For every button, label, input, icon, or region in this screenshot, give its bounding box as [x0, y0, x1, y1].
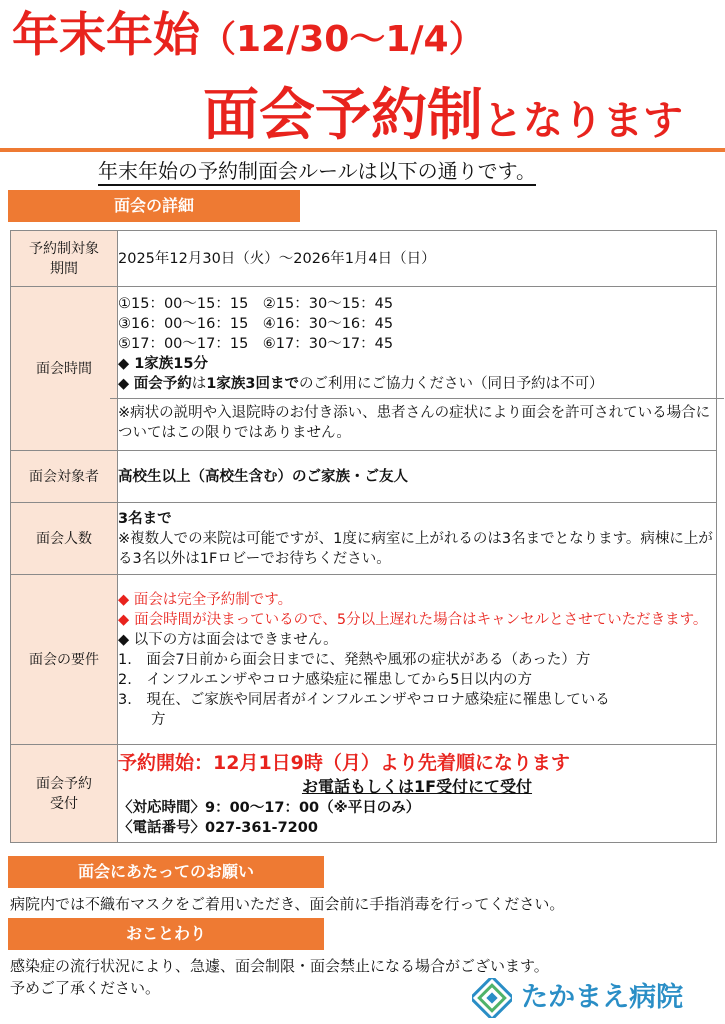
title-date-range: （12/30～1/4） — [200, 19, 485, 60]
page-title — [12, 6, 485, 70]
label-visitors: 面会対象者 — [11, 451, 118, 503]
label-reservation-line2: 受付 — [50, 795, 78, 812]
rule-duration-text: 1家族15分 — [134, 356, 208, 372]
label-period — [11, 231, 118, 287]
value-visitors — [118, 451, 717, 503]
title-main: 年末年始 — [12, 8, 200, 63]
count-text: 3名まで — [118, 510, 172, 527]
slot-line-1: ①15：00～15：15 ②15：30～15：45 — [118, 296, 394, 312]
rule-limit-rest: のご利用にご協力ください（同日予約は不可） — [298, 376, 604, 392]
row-reservation — [11, 745, 717, 843]
diamond-icon: ◆ — [118, 376, 130, 392]
page-headline — [203, 80, 683, 157]
restriction-item-3-cont: 方 — [151, 711, 166, 728]
notice-line-2: 予めご了承ください。 — [10, 979, 161, 997]
rule-duration — [118, 354, 716, 374]
reservation-phone — [118, 818, 716, 838]
period-text: 2025年12月30日（火）～2026年1月4日（日） — [118, 250, 436, 267]
reservation-hours — [118, 798, 716, 818]
value-hours — [118, 287, 717, 451]
label-reservation-line1: 面会予約 — [36, 775, 92, 792]
label-hours: 面会時間 — [11, 287, 118, 451]
slot-line-3: ⑤17：00～17：15 ⑥17：30～17：45 — [118, 336, 394, 352]
section-heading-notice: おことわり — [8, 918, 324, 950]
hospital-logo — [472, 978, 683, 1018]
reservation-method: お電話もしくは1F受付にて受付 — [301, 776, 533, 796]
row-count — [11, 503, 717, 575]
hours-note: ※病状の説明や入退院時のお付き添い、患者さんの症状により面会を許可されている場合についてはこの限りではありません。 — [110, 398, 724, 443]
logo-mark-icon — [472, 978, 512, 1018]
title-system: 面会予約制 — [203, 83, 483, 148]
row-requirements — [11, 575, 717, 745]
requirement-1 — [118, 590, 716, 610]
value-reservation — [118, 745, 717, 843]
row-hours — [11, 287, 717, 451]
requirement-2 — [118, 610, 716, 630]
diamond-icon: ◆ — [118, 611, 130, 628]
row-period — [11, 231, 717, 287]
hospital-name: たかまえ病院 — [521, 982, 684, 1013]
label-requirements: 面会の要件 — [11, 575, 118, 745]
requirement-2-text: 面会時間が決まっているので、5分以上遅れた場合はキャンセルとさせていただきます。 — [134, 611, 708, 628]
count-note: ※複数人での来院は可能ですが、1度に病室に上がれるのは3名までとなります。病棟に上がる3名以外は1Fロビーでお待ちください。 — [118, 530, 713, 567]
diamond-icon: ◆ — [118, 631, 130, 648]
reservation-phone-value: 027-361-7200 — [205, 819, 318, 836]
visitors-text: 高校生以上（高校生含む）のご家族・ご友人 — [118, 468, 408, 485]
label-reservation — [11, 745, 118, 843]
label-period-line2: 期間 — [50, 260, 78, 277]
restriction-item-3: 3. 現在、ご家族や同居者がインフルエンザやコロナ感染症に罹患している — [118, 691, 610, 708]
reservation-hours-label: 〈対応時間〉 — [118, 799, 205, 816]
restriction-item-1: 1. 面会7日前から面会日までに、発熱や風邪の症状がある（あった）方 — [118, 651, 591, 668]
rule-limit — [118, 374, 716, 394]
value-requirements — [118, 575, 717, 745]
requirement-1-text: 面会は完全予約制です。 — [133, 591, 293, 608]
title-tail: となります — [483, 98, 683, 144]
section-heading-details: 面会の詳細 — [8, 190, 300, 222]
requirement-3 — [118, 630, 716, 650]
reservation-start: 予約開始：12月1日9時（月）より先着順になります — [118, 751, 570, 774]
label-period-line1: 予約制対象 — [29, 240, 99, 257]
section-heading-request: 面会にあたってのお願い — [8, 856, 324, 888]
notice-line-1: 感染症の流行状況により、急遽、面会制限・面会禁止になる場合がございます。 — [10, 957, 549, 975]
title-divider — [0, 148, 725, 152]
request-text: 病院内では不織布マスクをご着用いただき、面会前に手指消毒を行ってください。 — [10, 895, 565, 913]
label-count: 面会人数 — [11, 503, 118, 575]
requirement-3-text: 以下の方は面会はできません。 — [133, 631, 338, 648]
restriction-item-2: 2. インフルエンザやコロナ感染症に罹患してから5日以内の方 — [118, 671, 532, 688]
details-table — [10, 230, 717, 843]
subtitle: 年末年始の予約制面会ルールは以下の通りです。 — [98, 158, 536, 186]
slot-line-2: ③16：00～16：15 ④16：30～16：45 — [118, 316, 394, 332]
diamond-icon: ◆ — [118, 356, 130, 372]
rule-limit-bold-2: 1家族3回まで — [206, 376, 299, 392]
value-period — [118, 231, 717, 287]
reservation-hours-value: 9：00～17：00（※平日のみ） — [205, 799, 421, 816]
rule-limit-bold-1: 面会予約 — [133, 376, 192, 392]
reservation-phone-label: 〈電話番号〉 — [118, 819, 205, 836]
row-visitors — [11, 451, 717, 503]
rule-limit-mid: は — [191, 376, 207, 392]
diamond-icon: ◆ — [118, 591, 130, 608]
value-count — [118, 503, 717, 575]
